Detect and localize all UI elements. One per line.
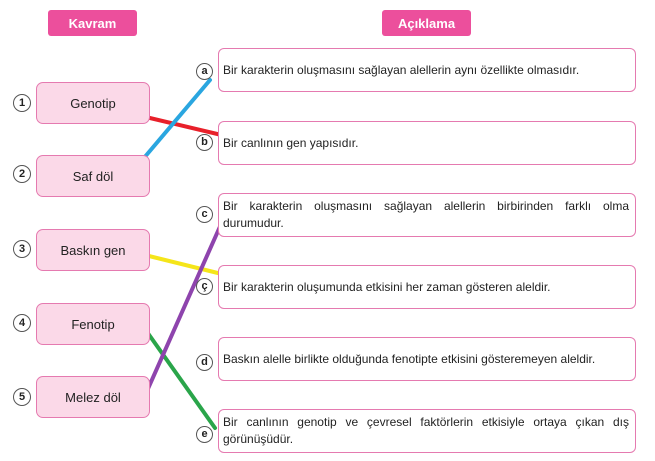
- description-c-text: Bir karakterin oluşmasını sağlayan alellerin birbirinden farklı olma durumudur.: [223, 199, 629, 230]
- concept-number-4: 4: [13, 314, 31, 332]
- description-c-cedilla-text: Bir karakterin oluşumunda etkisini her zaman gösteren aleldir.: [223, 279, 551, 294]
- concept-number-1: 1: [13, 94, 31, 112]
- description-letter-c: c: [196, 206, 213, 223]
- description-letter-c-cedilla: ç: [196, 278, 213, 295]
- description-d[interactable]: [218, 337, 636, 381]
- description-a-text: Bir karakterin oluşmasını sağlayan alellerin aynı özellikte olmasıdır.: [223, 62, 580, 77]
- concept-number-5: 5: [13, 388, 31, 406]
- match-line-5-c: [143, 222, 222, 400]
- description-letter-d: d: [196, 354, 213, 371]
- description-b-text: Bir canlının gen yapısıdır.: [223, 135, 359, 150]
- concept-saf-dol[interactable]: Saf döl: [36, 155, 150, 197]
- description-column-header: Açıklama: [382, 10, 471, 36]
- concept-number-2: 2: [13, 165, 31, 183]
- concept-number-3: 3: [13, 240, 31, 258]
- description-letter-a: a: [196, 63, 213, 80]
- description-e-text: Bir canlının genotip ve çevresel faktörlerin etkisiyle ortaya çıkan dış görünüşüdür.: [223, 415, 629, 446]
- description-a[interactable]: [218, 48, 636, 92]
- description-c-cedilla[interactable]: [218, 265, 636, 309]
- description-d-text: Baskın alelle birlikte olduğunda fenotipte etkisini gösteremeyen aleldir.: [223, 351, 596, 366]
- description-letter-e: e: [196, 426, 213, 443]
- description-letter-b: b: [196, 134, 213, 151]
- concept-fenotip[interactable]: Fenotip: [36, 303, 150, 345]
- description-b[interactable]: [218, 121, 636, 165]
- concept-column-header: Kavram: [48, 10, 137, 36]
- description-e[interactable]: [218, 409, 636, 453]
- concept-genotip[interactable]: Genotip: [36, 82, 150, 124]
- concept-baskin-gen[interactable]: Baskın gen: [36, 229, 150, 271]
- concept-melez-dol[interactable]: Melez döl: [36, 376, 150, 418]
- description-c[interactable]: [218, 193, 636, 237]
- match-line-4-e: [140, 322, 215, 428]
